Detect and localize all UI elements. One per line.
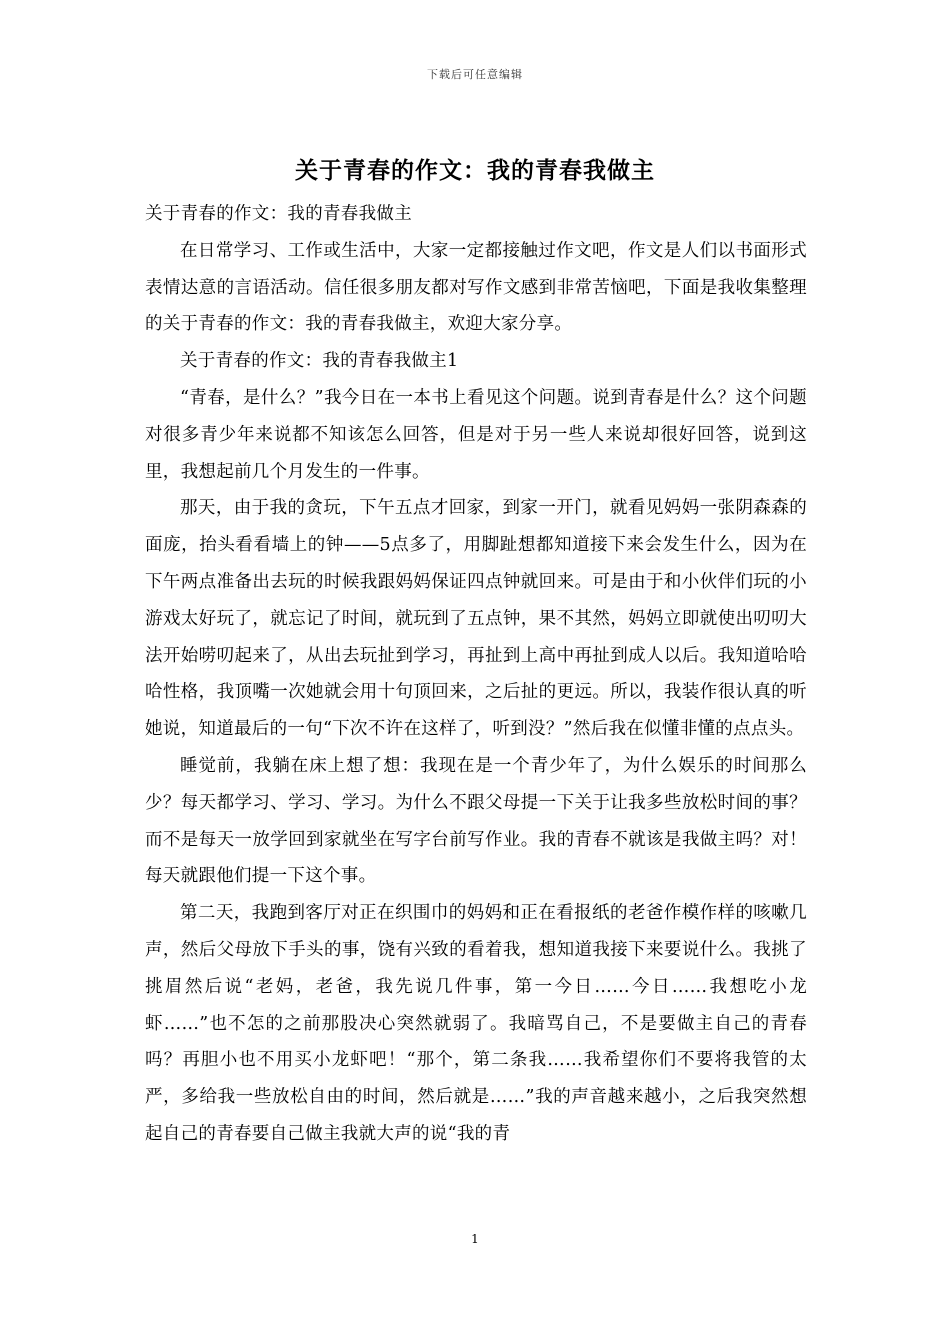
document-title: 关于青春的作文：我的青春我做主 [295, 157, 655, 184]
paragraph: 睡觉前，我躺在床上想了想：我现在是一个青少年了，为什么娱乐的时间那么少？每天都学习、学习、学习。为什么不跟父母提一下关于让我多些放松时间的事？而不是每天一放学回到家就坐在写字台前写作业。我的青春不就该是我做主吗？对！每天就跟他们提一下这个事。 [145, 755, 807, 887]
subtitle-line: 关于青春的作文：我的青春我做主 [145, 204, 412, 224]
document-body [145, 196, 807, 1153]
section-heading: 关于青春的作文：我的青春我做主1 [180, 351, 459, 372]
paragraph: “青春，是什么？”我今日在一本书上看见这个问题。说到青春是什么？这个问题对很多青少年来说都不知该怎么回答，但是对于另一些人来说却很好回答，说到这里，我想起前几个月发生的一件事。 [145, 387, 807, 482]
page-number: 1 [471, 1232, 479, 1246]
paragraph: 第二天，我跑到客厅对正在织围巾的妈妈和正在看报纸的老爸作模作样的咳嗽几声，然后父母放下手头的事，饶有兴致的看着我，想知道我接下来要说什么。我挑了挑眉然后说“老妈，老爸，我先说几件事，第一今日……今日……我想吃小龙虾……”也不怎的之前那股决心突然就弱了。我暗骂自己，不是要做主自己的青春吗？再胆小也不用买小龙虾吧！“那个，第二条我……我希望你们不要将我管的太严，多给我一些放松自由的时间，然后就是……”我的声音越来越小，之后我突然想起自己的青春要自己做主我就大声的说“我的青 [145, 903, 807, 1144]
header-note: 下载后可任意编辑 [427, 68, 523, 81]
paragraph: 那天，由于我的贪玩，下午五点才回家，到家一开门，就看见妈妈一张阴森森的面庞，抬头看看墙上的钟——5点多了，用脚趾想都知道接下来会发生什么，因为在下午两点准备出去玩的时候我跟妈妈保证四点钟就回来。可是由于和小伙伴们玩的小游戏太好玩了，就忘记了时间，就玩到了五点钟，果不其然，妈妈立即就使出叨叨大法开始唠叨起来了，从出去玩扯到学习，再扯到上高中再扯到成人以后。我知道哈哈哈性格，我顶嘴一次她就会用十句顶回来，之后扯的更远。所以，我装作很认真的听她说，知道最后的一句“下次不许在这样了，听到没？”然后我在似懂非懂的点点头。 [145, 498, 807, 740]
paragraph: 在日常学习、工作或生活中，大家一定都接触过作文吧，作文是人们以书面形式表情达意的言语活动。信任很多朋友都对写作文感到非常苦恼吧，下面是我收集整理的关于青春的作文：我的青春我做主，欢迎大家分享。 [145, 240, 807, 335]
